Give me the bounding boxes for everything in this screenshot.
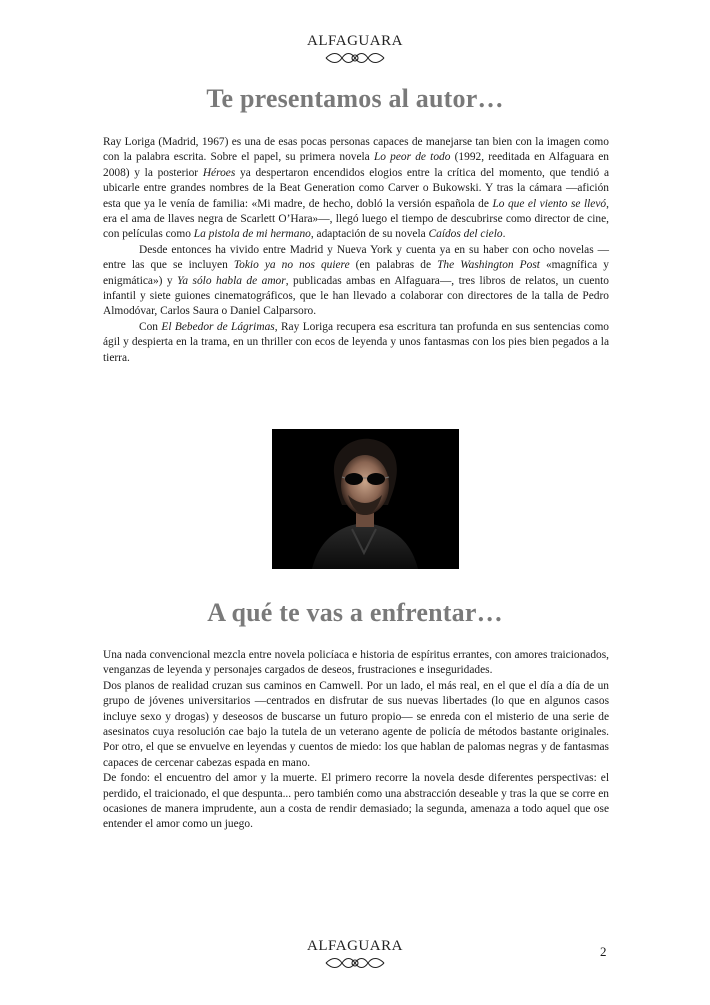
logo-flourish-icon — [324, 51, 386, 65]
text-run: (en palabras de — [349, 259, 438, 272]
publisher-logo-header — [0, 33, 710, 65]
text-run: , era el ama de llaves negra de Scarlett O’Hara»—, llegó luego el tiempo de descubrirse como director de cine, con películas como — [103, 197, 609, 241]
bio-paragraph — [103, 320, 609, 366]
text-run: (1992, reeditada en Alfaguara en 2008) y la posterior — [103, 151, 609, 179]
logo-flourish-icon — [324, 956, 386, 970]
author-bio — [103, 135, 609, 366]
text-run: Desde entonces ha vivido entre Madrid y Nueva York y cuenta ya en su haber con ocho novelas —entre las que se incluyen — [103, 243, 609, 272]
text-run: «magnífica y enigmática») y — [103, 259, 609, 287]
plot-paragraph: Una nada convencional mezcla entre novela policíaca e historia de espíritus errantes, con amores traicionados, venganzas de leyenda y personajes cargados de deseos, frustraciones e inseguridades. — [103, 649, 609, 677]
bio-paragraph — [103, 243, 609, 320]
author-photo — [272, 429, 459, 569]
text-run: , adaptación de su novela — [310, 228, 429, 241]
plot-paragraph: Dos planos de realidad cruzan sus caminos en Camwell. Por un lado, el más real, en el que el día a día de un grupo de jóvenes universitarios —centrados en disfrutar de sus nuevas libertades (lo que en algunos casos incluye sexo y drogas) y deseosos de buscarse un futuro propio— se enreda con el misterio de una serie de asesinatos cuya resolución cae bajo la tutela de un veterano agente de policía de métodos bastante originales. Por otro, el que se envuelve en leyendas y cuentos de miedo: los que hablan de palomas negras y de fantasmas capaces de cercenar cabezas espada en mano. — [103, 679, 609, 769]
logo-wordmark: ALFAGUARA — [307, 938, 403, 954]
italic-title: Lo que el viento se llevó — [492, 197, 607, 210]
plot-summary — [103, 648, 609, 833]
text-run: Ray Loriga (Madrid, 1967) es una de esas pocas personas capaces de manejarse tan bien con la imagen como con la palabra escrita. Sobre el papel, su primera novela — [103, 136, 609, 164]
text-run: , Ray Loriga recupera esa escritura tan profunda en sus sentencias como ágil y despierta en la trama, en un thriller con ecos de leyenda y unos fantasmas con los pies bien pegados a la tierra. — [103, 320, 609, 364]
italic-title: La pistola de mi hermano — [193, 228, 311, 241]
text-run: Con — [139, 320, 162, 333]
italic-title: Lo peor de todo — [373, 151, 451, 164]
text-run: ya despertaron encendidos elogios entre la crítica del momento, que tendió a ubicarle entre grandes nombres de la Beat Generation como Carver o Bukowski. Y tras la cámara —afición esta que ya le venía de familia: «Mi madre, de hecho, dobló la versión española de — [103, 166, 609, 210]
italic-title: Caídos del cielo — [428, 228, 503, 241]
italic-title: Héroes — [202, 166, 236, 179]
logo-wordmark: ALFAGUARA — [307, 33, 403, 49]
page-number: 2 — [600, 944, 607, 959]
italic-title: El Bebedor de Lágrimas — [161, 320, 275, 333]
italic-title: The Washington Post — [437, 259, 540, 272]
italic-title: Ya sólo habla de amor — [177, 274, 286, 287]
text-run: . — [502, 228, 506, 241]
italic-title: Tokio ya no nos quiere — [233, 259, 350, 272]
plot-paragraph: De fondo: el encuentro del amor y la muerte. El primero recorre la novela desde diferentes perspectivas: el perdido, el traicionado, el que despunta... pero también como una abstracción deseable y tras la que se corre en ocasiones de manera imprudente, aun a costa de rendir demasiado; la segunda, amenaza a todo aquel que ose entender el amor como un juego. — [103, 772, 609, 831]
text-run: , publicadas ambas en Alfaguara—, tres libros de relatos, un cuento infantil y siete guiones cinematográficos, que le han llevado a colaborar con directores de la talla de Pedro Almodóvar, Carlos Saura o Daniel Calparsoro. — [103, 274, 610, 318]
bio-paragraph — [103, 135, 609, 243]
section-title-plot: A qué te vas a enfrentar… — [207, 598, 503, 627]
section-title-author: Te presentamos al autor… — [206, 84, 504, 113]
